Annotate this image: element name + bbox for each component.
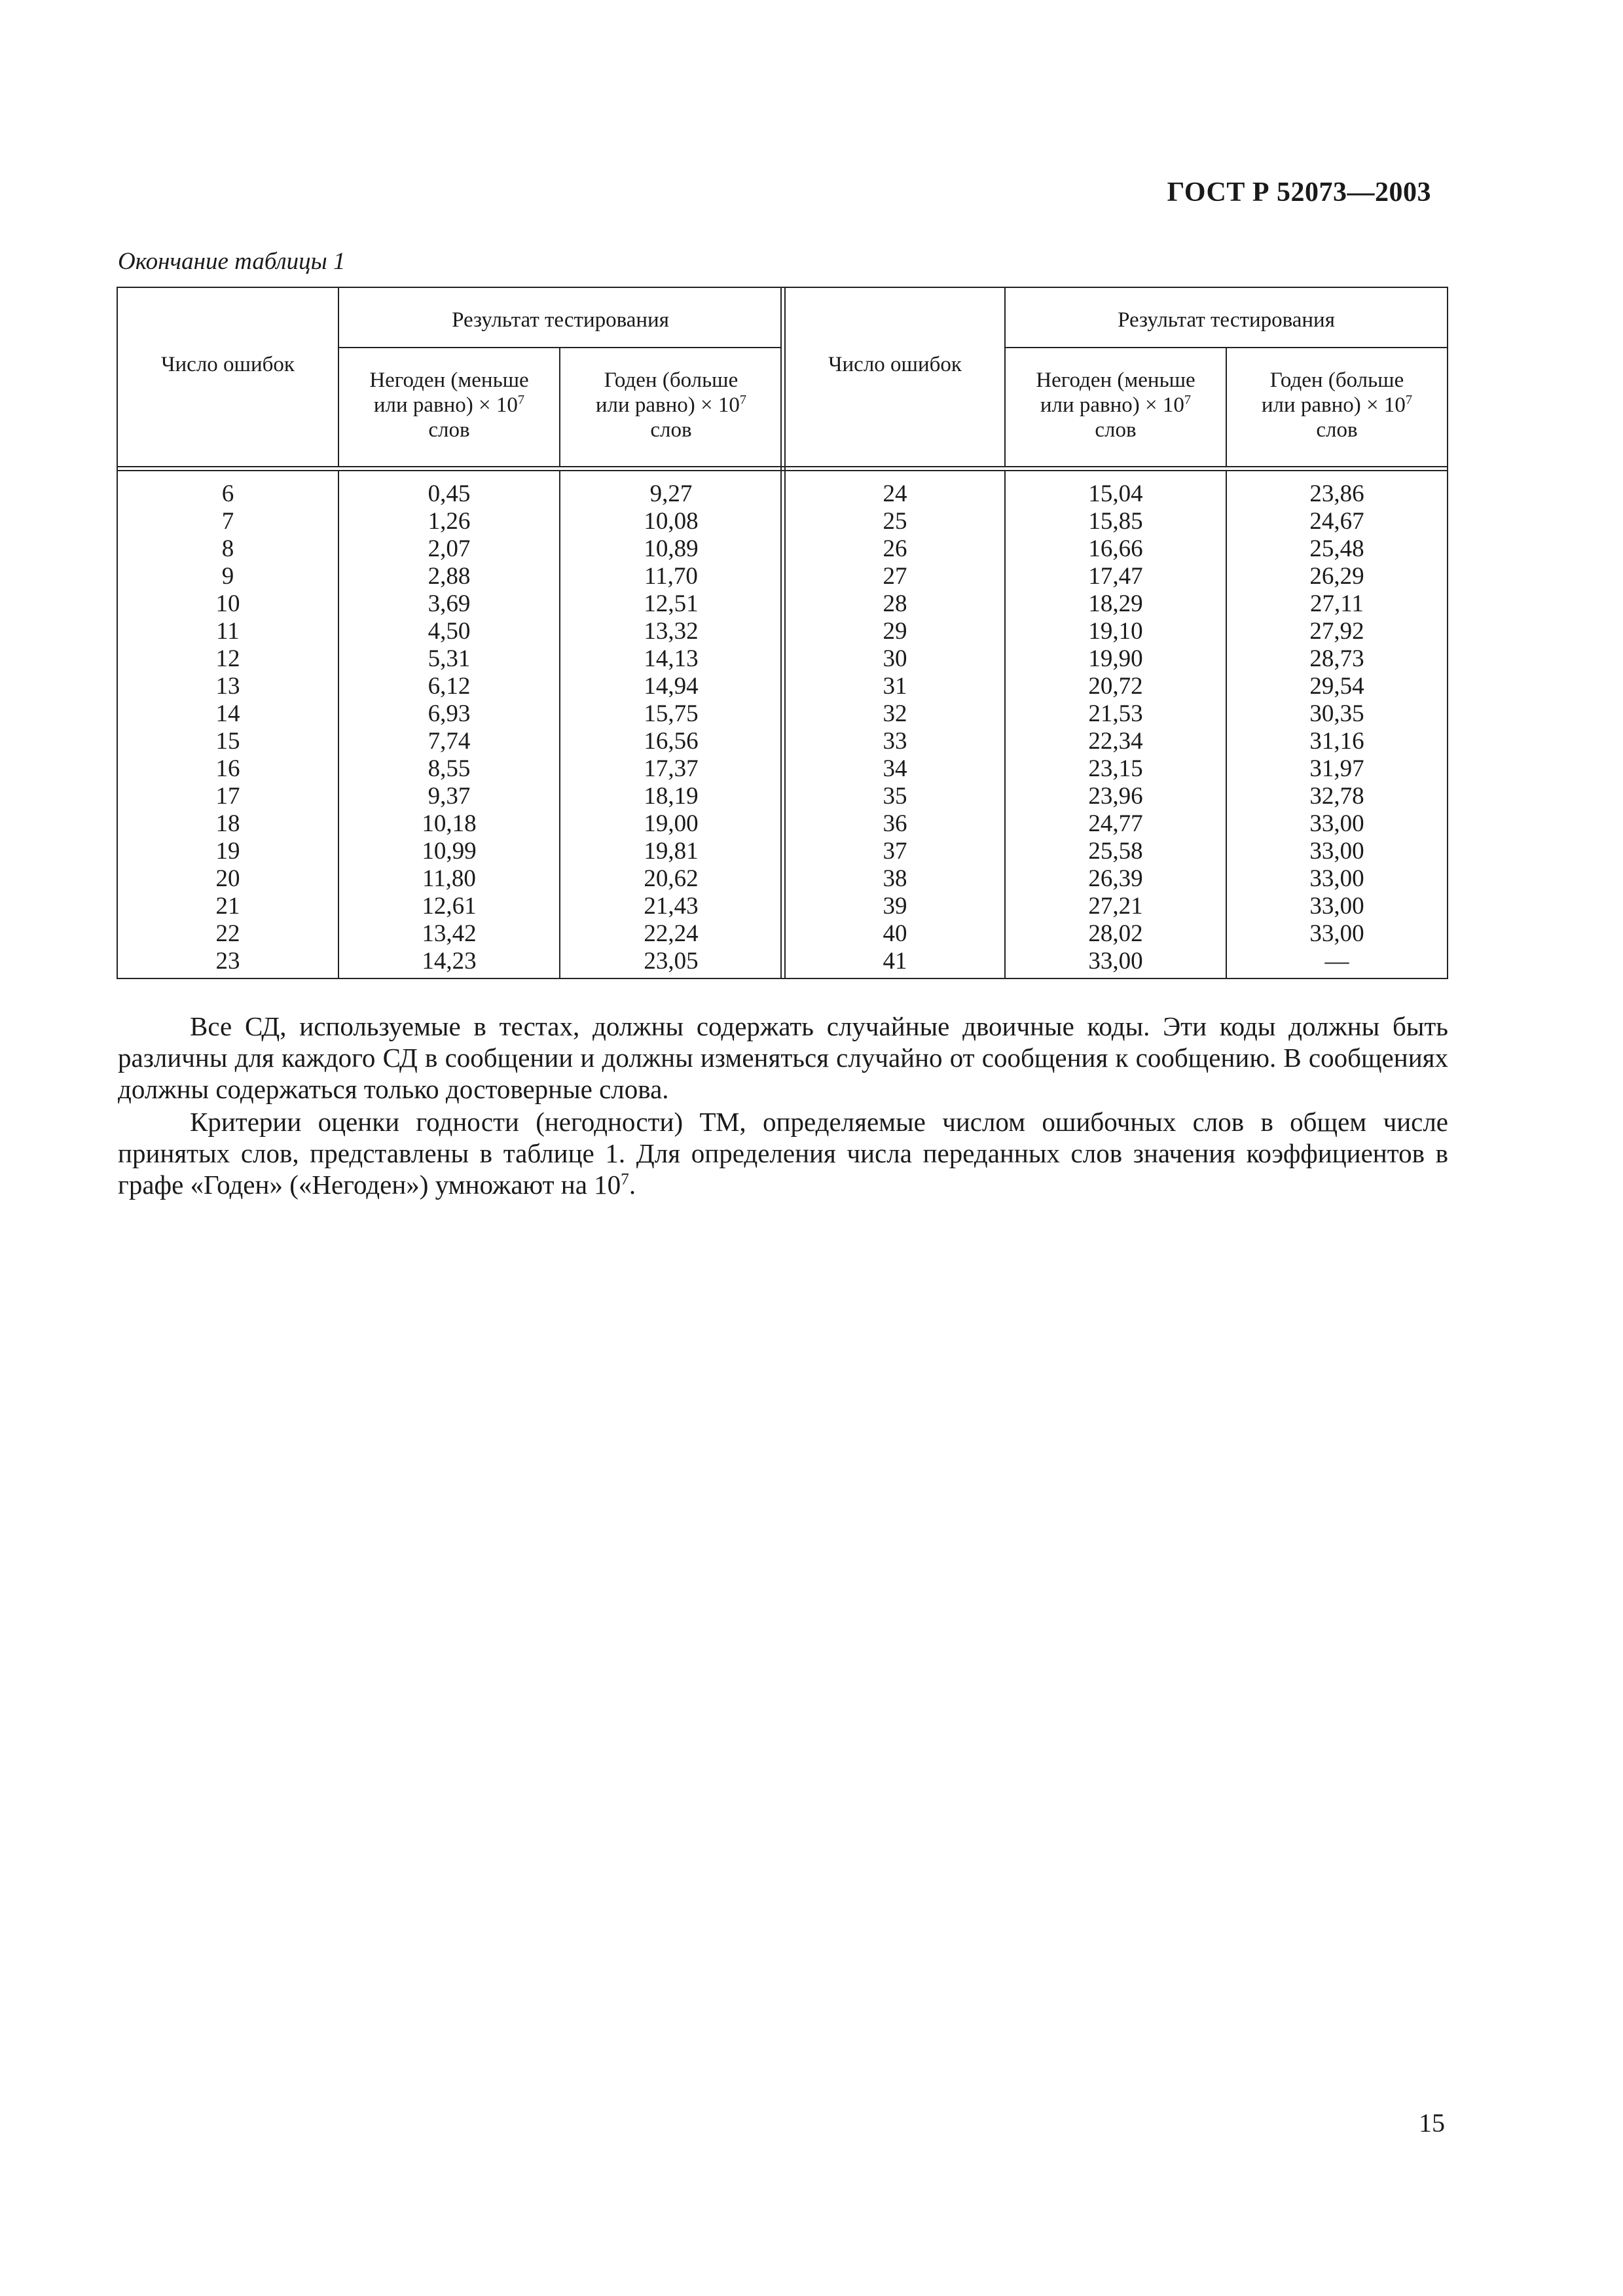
- header-unfit-line2: или равно) × $10^7$: [1040, 393, 1192, 417]
- table-cell: 12,61: [422, 893, 477, 920]
- table-cell: 10,89: [644, 535, 699, 562]
- table-cell: 15,75: [644, 700, 699, 727]
- page-number: 15: [1419, 2108, 1445, 2138]
- table-cell: 35: [883, 783, 907, 810]
- table-cell: 14: [215, 700, 240, 727]
- table-cell: 8: [221, 535, 234, 562]
- table-cell: 17: [215, 783, 240, 810]
- table-cell: 28: [883, 590, 907, 617]
- table-cell: 30: [883, 645, 907, 672]
- table-cell: 10,08: [644, 508, 699, 535]
- table-cell: 41: [883, 948, 907, 975]
- table-cell: 15,04: [1088, 480, 1143, 507]
- table-cell: 13,32: [644, 618, 699, 645]
- table-cell: 20,72: [1088, 673, 1143, 700]
- table-cell: 20,62: [644, 865, 699, 892]
- table-cell: 23,15: [1088, 755, 1143, 782]
- column-error-count-left: [118, 471, 339, 978]
- table-cell: 6: [221, 480, 234, 507]
- table-cell: 19,81: [644, 838, 699, 865]
- table-cell: 24: [883, 480, 907, 507]
- table-cell: 18,29: [1088, 590, 1143, 617]
- table-cell: 1,26: [428, 508, 471, 535]
- header-error-count: Число ошибок: [118, 288, 339, 466]
- table-cell: 14,13: [644, 645, 699, 672]
- table-cell: 28,73: [1309, 645, 1364, 672]
- table-cell: 12: [215, 645, 240, 672]
- table-cell: 23,05: [644, 948, 699, 975]
- table-cell: 15: [215, 728, 240, 755]
- table-cell: 11: [216, 618, 240, 645]
- table-cell: 11,80: [422, 865, 476, 892]
- table-cell: 2,88: [428, 563, 471, 590]
- table-caption: Окончание таблицы 1: [118, 248, 346, 275]
- column-error-count-right: [786, 471, 1006, 978]
- table-cell: 16,56: [644, 728, 699, 755]
- table-cell: 28,02: [1088, 920, 1143, 947]
- table-cell: 11,70: [644, 563, 698, 590]
- table-cell: 27: [883, 563, 907, 590]
- header-unfit-line3: слов: [428, 418, 470, 442]
- table-cell: 10,99: [422, 838, 477, 865]
- table-cell: 15,85: [1088, 508, 1143, 535]
- header-test-result: Результат тестирования: [1006, 288, 1447, 348]
- table-cell: 25,58: [1088, 838, 1143, 865]
- table-cell: 21: [215, 893, 240, 920]
- paragraph-criteria: [118, 1106, 1448, 1200]
- table-cell: 3,69: [428, 590, 471, 617]
- table-cell: 4,50: [428, 618, 471, 645]
- table-cell: 26,39: [1088, 865, 1143, 892]
- header-fit: [1227, 348, 1447, 466]
- table-cell: 6,12: [428, 673, 471, 700]
- table-cell: 7: [221, 508, 234, 535]
- table-cell: 9,37: [428, 783, 471, 810]
- header-fit-line2: или равно) × $10^7$: [1261, 393, 1413, 417]
- table-right-half: [786, 288, 1447, 978]
- header-fit-line1: Годен (больше: [1269, 368, 1404, 392]
- document-code: ГОСТ Р 52073—2003: [1167, 177, 1431, 207]
- table-cell: 33,00: [1309, 810, 1364, 837]
- table-cell: 27,21: [1088, 893, 1143, 920]
- header-fit-line2: или равно) × $10^7$: [595, 393, 747, 417]
- table-left-half: [118, 288, 782, 978]
- header-test-result: Результат тестирования: [339, 288, 782, 348]
- header-fit: [560, 348, 782, 466]
- table-cell: 12,51: [644, 590, 699, 617]
- table-cell: 18,19: [644, 783, 699, 810]
- table-cell: 33,00: [1309, 893, 1364, 920]
- table-cell: 19,90: [1088, 645, 1143, 672]
- table-cell: 37: [883, 838, 907, 865]
- table-cell: 27,92: [1309, 618, 1364, 645]
- table-cell: 34: [883, 755, 907, 782]
- table-cell: 32,78: [1309, 783, 1364, 810]
- table-cell: 22: [215, 920, 240, 947]
- column-unfit-right: [1006, 471, 1227, 978]
- table-cell: 25: [883, 508, 907, 535]
- table-cell: 10: [215, 590, 240, 617]
- column-fit-right: [1227, 471, 1447, 978]
- table-cell: 24,67: [1309, 508, 1364, 535]
- header-unfit: [339, 348, 560, 466]
- header-fit-line3: слов: [650, 418, 692, 442]
- header-fit-line3: слов: [1316, 418, 1358, 442]
- table-cell: 2,07: [428, 535, 471, 562]
- table-cell: 19,10: [1088, 618, 1143, 645]
- header-unfit-line2: или равно) × $10^7$: [373, 393, 525, 417]
- table-cell: 29: [883, 618, 907, 645]
- table-cell: 9,27: [649, 480, 693, 507]
- header-error-count: Число ошибок: [786, 288, 1006, 466]
- table-cell: 33: [883, 728, 907, 755]
- table-cell: 13: [215, 673, 240, 700]
- table-cell: 40: [883, 920, 907, 947]
- header-double-rule: [118, 466, 1447, 471]
- table-cell: 26: [883, 535, 907, 562]
- table-cell: 27,11: [1310, 590, 1364, 617]
- column-fit-left: [560, 471, 782, 978]
- table-cell: 21,53: [1088, 700, 1143, 727]
- header-unfit-line1: Негоден (меньше: [369, 368, 529, 392]
- table-cell: 23,86: [1309, 480, 1364, 507]
- table-cell: 9: [221, 563, 234, 590]
- column-unfit-left: [339, 471, 560, 978]
- table-cell: 31: [883, 673, 907, 700]
- table-cell: 33,00: [1309, 865, 1364, 892]
- header-fit-line1: Годен (больше: [604, 368, 739, 392]
- table-cell: 18: [215, 810, 240, 837]
- table-cell: —: [1324, 948, 1349, 975]
- table-double-divider: [780, 288, 786, 978]
- table-cell: 30,35: [1309, 700, 1364, 727]
- header-unfit-line1: Негоден (меньше: [1036, 368, 1195, 392]
- table-cell: 23: [215, 948, 240, 975]
- header-unfit: [1006, 348, 1227, 466]
- table-cell: 19,00: [644, 810, 699, 837]
- table-cell: 29,54: [1309, 673, 1364, 700]
- table-cell: 36: [883, 810, 907, 837]
- table-cell: 17,47: [1088, 563, 1143, 590]
- table-cell: 14,94: [644, 673, 699, 700]
- table-cell: 22,24: [644, 920, 699, 947]
- table-cell: 22,34: [1088, 728, 1143, 755]
- table-cell: 17,37: [644, 755, 699, 782]
- table-cell: 13,42: [422, 920, 477, 947]
- table-cell: 24,77: [1088, 810, 1143, 837]
- paragraph-random-codes: [118, 1011, 1448, 1105]
- table-cell: 21,43: [644, 893, 699, 920]
- table-cell: 31,16: [1309, 728, 1364, 755]
- table-cell: 23,96: [1088, 783, 1143, 810]
- table-cell: 7,74: [428, 728, 471, 755]
- results-table: [117, 287, 1448, 979]
- table-cell: 25,48: [1309, 535, 1364, 562]
- header-unfit-line3: слов: [1095, 418, 1137, 442]
- paragraph-text: Критерии оценки годности (негодности) ТМ, определяемые числом ошибочных слов в общем числе принятых слов, представлены в таблице 1. Для определения числа переданных слов значения коэффициентов в графе «Годен» («Негоден») умножают на $10^7$.: [118, 1107, 1448, 1200]
- table-cell: 8,55: [428, 755, 471, 782]
- table-cell: 20: [215, 865, 240, 892]
- table-cell: 16: [215, 755, 240, 782]
- table-cell: 33,00: [1309, 920, 1364, 947]
- table-cell: 6,93: [428, 700, 471, 727]
- table-cell: 10,18: [422, 810, 477, 837]
- table-cell: 0,45: [428, 480, 471, 507]
- table-cell: 31,97: [1309, 755, 1364, 782]
- table-cell: 14,23: [422, 948, 477, 975]
- table-cell: 19: [215, 838, 240, 865]
- table-cell: 5,31: [428, 645, 471, 672]
- table-cell: 16,66: [1088, 535, 1143, 562]
- table-cell: 38: [883, 865, 907, 892]
- table-cell: 39: [883, 893, 907, 920]
- table-cell: 33,00: [1309, 838, 1364, 865]
- table-cell: 33,00: [1088, 948, 1143, 975]
- table-cell: 32: [883, 700, 907, 727]
- paragraph-text: Все СД, используемые в тестах, должны содержать случайные двоичные коды. Эти коды должны быть различны для каждого СД в сообщении и должны изменяться случайно от сообщения к сообщению. В сообщениях должны содержаться только достоверные слова.: [118, 1011, 1448, 1104]
- table-cell: 26,29: [1309, 563, 1364, 590]
